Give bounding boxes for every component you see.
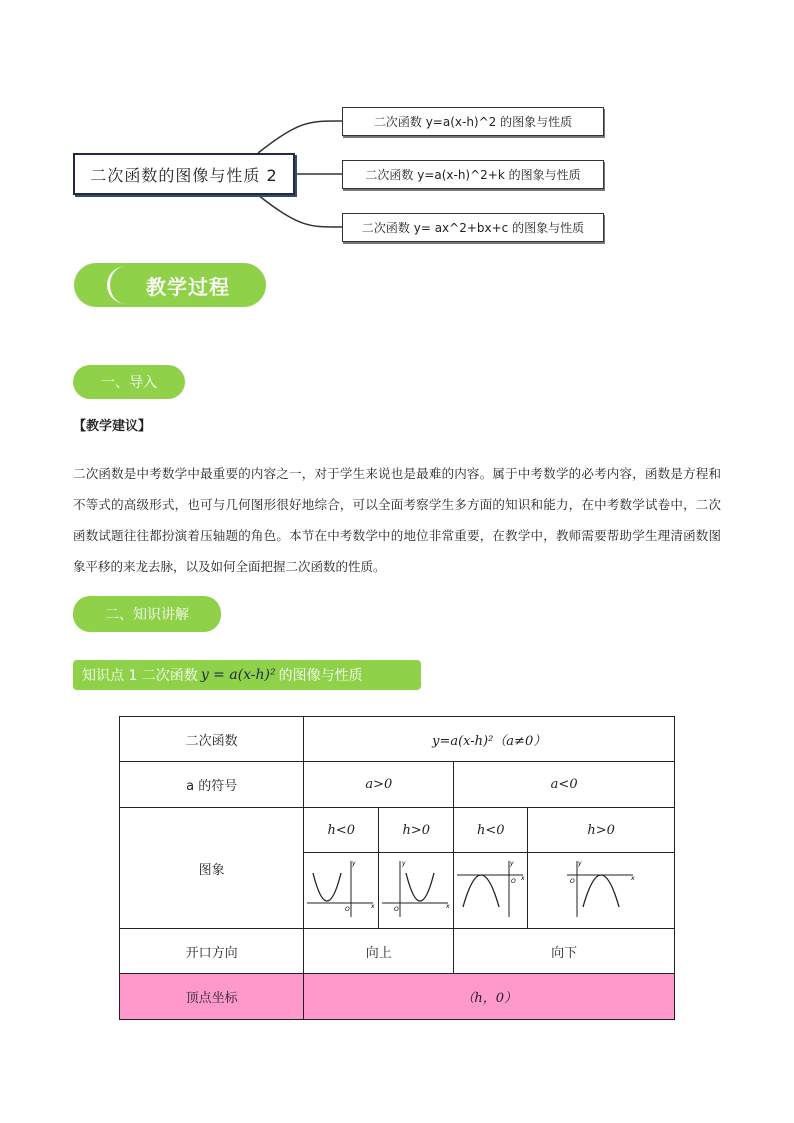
y-label: y bbox=[402, 859, 406, 867]
graph-cell-3 bbox=[454, 853, 528, 929]
mindmap-root: 二次函数的图像与性质 2 bbox=[73, 153, 295, 195]
row-sign-label: a 的符号 bbox=[120, 762, 304, 808]
mindmap-node-1: 二次函数 y=a(x-h)^2 的图象与性质 bbox=[342, 107, 604, 136]
row-function-label: 二次函数 bbox=[120, 717, 304, 762]
mindmap-node-2: 二次函数 y=a(x-h)^2+k 的图象与性质 bbox=[342, 160, 604, 189]
row-function-value: y=a(x-h)²（a≠0） bbox=[304, 717, 675, 762]
row-graph-label: 图象 bbox=[120, 808, 304, 929]
x-label: x bbox=[520, 874, 525, 882]
properties-table bbox=[119, 716, 675, 1020]
graph-down-right bbox=[565, 857, 637, 921]
graph-down-left bbox=[455, 857, 527, 921]
sign-negative: a<0 bbox=[454, 762, 675, 808]
kp-suffix: 的图像与性质 bbox=[278, 668, 363, 684]
case-2: h>0 bbox=[379, 808, 454, 853]
teaching-advice-heading: 【教学建议】 bbox=[73, 419, 152, 434]
intro-paragraph: 二次函数是中考数学中最重要的内容之一，对于学生来说也是最难的内容。属于中考数学的必考内容，函数是方程和不等式的高级形式，也可与几何图形很好地综合，可以全面考察学生多方面的知识和能力，在中考数学试卷中，二次函数试题往往都扮演着压轴题的角色。本节在中考数学中的地位非常重要，在教学中，教师需要帮助学生理清函数图象平移的来龙去脉，以及如何全面把握二次函数的性质。 bbox=[73, 466, 721, 574]
case-4: h>0 bbox=[528, 808, 675, 853]
origin-label: O bbox=[394, 905, 400, 913]
banner-title: 教学过程 bbox=[107, 266, 266, 304]
row-direction-label: 开口方向 bbox=[120, 929, 304, 974]
origin-label: O bbox=[570, 877, 575, 885]
x-label: x bbox=[631, 874, 635, 882]
row-vertex-label: 顶点坐标 bbox=[120, 974, 304, 1020]
section-1-title: 一、导入 bbox=[73, 365, 185, 399]
kp-prefix: 知识点 1 二次函数 bbox=[82, 668, 198, 684]
graph-cell-2 bbox=[379, 853, 454, 929]
origin-label: O bbox=[510, 877, 516, 885]
kp-formula: y = a(x-h)² bbox=[200, 667, 276, 683]
case-1: h<0 bbox=[304, 808, 379, 853]
graph-up-right bbox=[380, 857, 452, 921]
y-label: y bbox=[578, 859, 582, 867]
direction-down: 向下 bbox=[454, 929, 675, 974]
direction-up: 向上 bbox=[304, 929, 454, 974]
y-label: y bbox=[352, 859, 356, 867]
knowledge-point-banner bbox=[73, 660, 421, 690]
y-label: y bbox=[509, 859, 514, 867]
vertex-value: （h，0） bbox=[304, 974, 675, 1020]
sign-positive: a>0 bbox=[304, 762, 454, 808]
origin-label: O bbox=[345, 905, 351, 913]
x-label: x bbox=[446, 902, 450, 910]
case-3: h<0 bbox=[454, 808, 528, 853]
x-label: x bbox=[371, 902, 375, 910]
mindmap-node-3: 二次函数 y= ax^2+bx+c 的图象与性质 bbox=[342, 213, 604, 242]
graph-cell-1 bbox=[304, 853, 379, 929]
graph-cell-4 bbox=[528, 853, 675, 929]
graph-up-left bbox=[305, 857, 377, 921]
section-2-title: 二、知识讲解 bbox=[73, 596, 221, 632]
